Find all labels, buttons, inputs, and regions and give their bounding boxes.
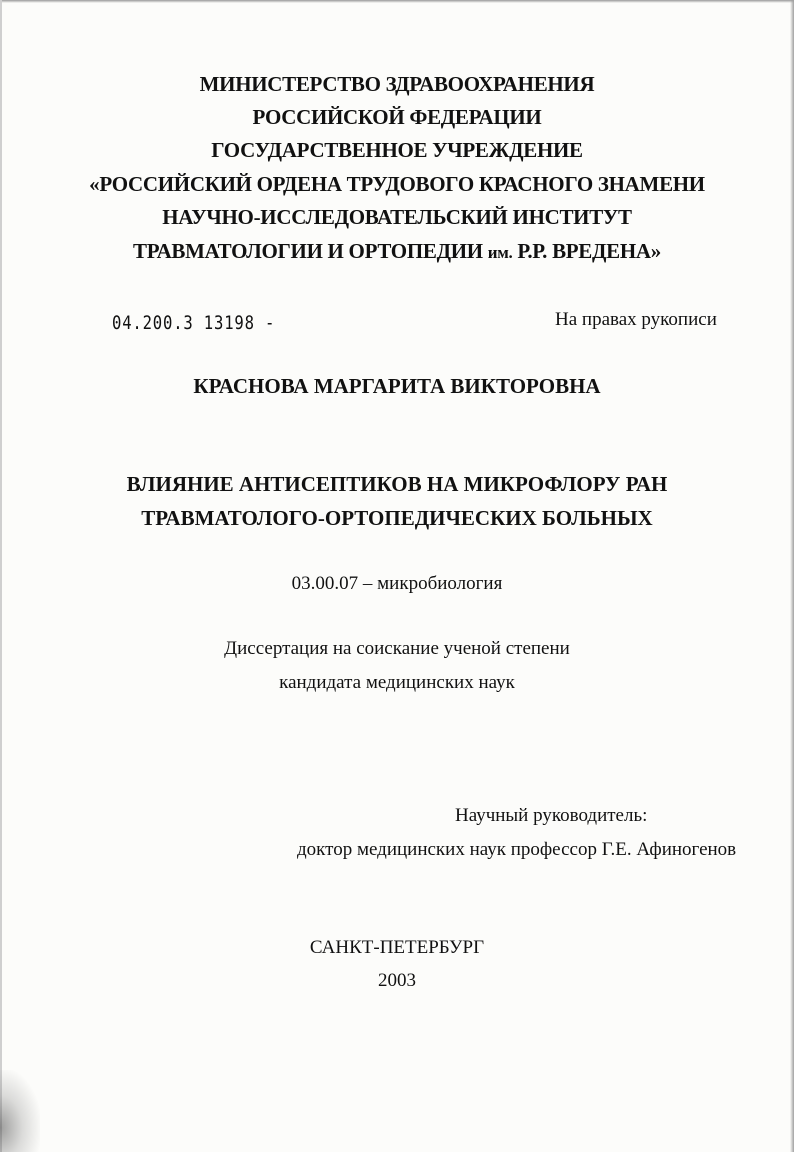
header-line-6-im: им. — [487, 243, 513, 262]
degree-line-2: кандидата медицинских наук — [279, 672, 515, 693]
header-line-4: «РОССИЙСКИЙ ОРДЕНА ТРУДОВОГО КРАСНОГО ЗНАМЕНИ — [89, 172, 705, 196]
city: САНКТ-ПЕТЕРБУРГ — [309, 937, 485, 958]
scan-edge-top — [0, 0, 794, 3]
catalog-number: 04.200.3 13198 - — [112, 312, 276, 334]
header-line-6 — [0, 239, 794, 264]
header-line-5: НАУЧНО-ИССЛЕДОВАТЕЛЬСКИЙ ИНСТИТУТ — [162, 205, 632, 229]
degree-line-1: Диссертация на соискание ученой степени — [224, 638, 570, 659]
author-name: КРАСНОВА МАРГАРИТА ВИКТОРОВНА — [193, 374, 601, 398]
rights-note: На правах рукописи — [555, 309, 717, 330]
header-line-6-part1: ТРАВМАТОЛОГИИ И ОРТОПЕДИИ — [133, 239, 488, 263]
specialty-code: 03.00.07 – микробиология — [291, 573, 503, 594]
header-line-3: ГОСУДАРСТВЕННОЕ УЧРЕЖДЕНИЕ — [211, 138, 583, 162]
year: 2003 — [378, 970, 416, 991]
scan-smudge — [0, 1070, 40, 1152]
header-line-2: РОССИЙСКОЙ ФЕДЕРАЦИИ — [252, 105, 542, 129]
title-line-1: ВЛИЯНИЕ АНТИСЕПТИКОВ НА МИКРОФЛОРУ РАН — [126, 472, 668, 496]
header-line-1: МИНИСТЕРСТВО ЗДРАВООХРАНЕНИЯ — [199, 72, 595, 96]
header-line-6-part2: Р.Р. ВРЕДЕНА» — [512, 239, 661, 263]
title-line-2: ТРАВМАТОЛОГО-ОРТОПЕДИЧЕСКИХ БОЛЬНЫХ — [141, 506, 653, 530]
supervisor-label: Научный руководитель: — [455, 805, 648, 826]
supervisor-name: доктор медицинских наук профессор Г.Е. Афиногенов — [297, 839, 737, 860]
